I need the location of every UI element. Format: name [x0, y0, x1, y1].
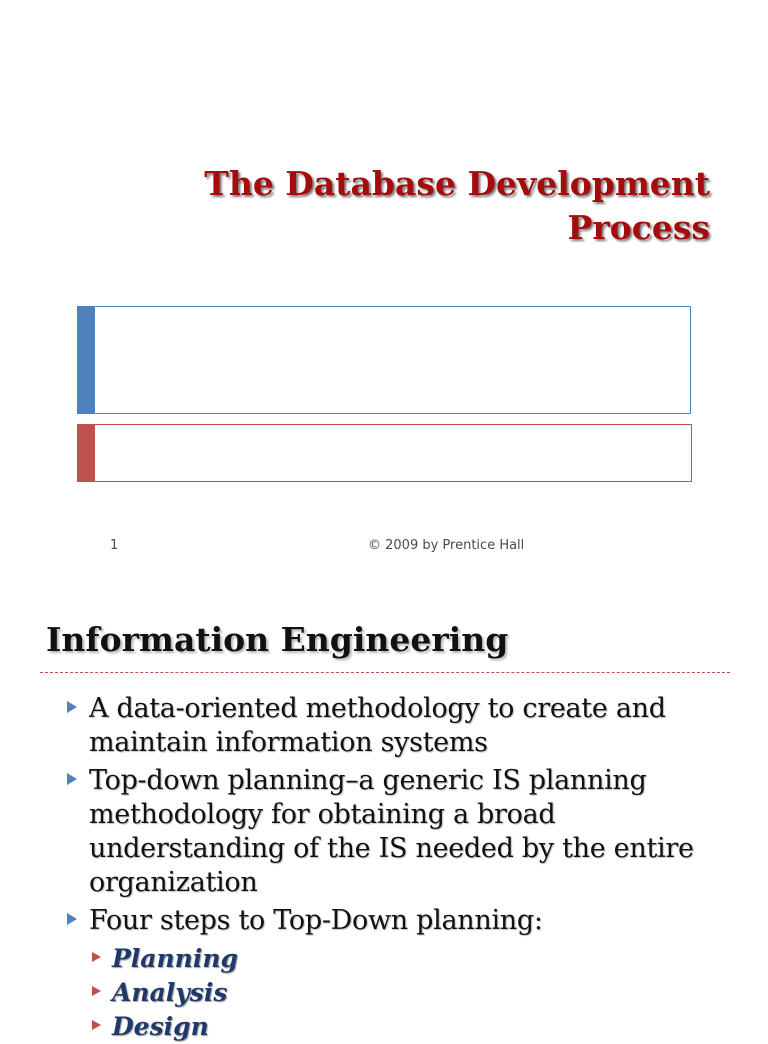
bullet-list: [0, 692, 768, 1044]
red-accent-bar: [77, 424, 95, 482]
sub-bullet-item: [0, 942, 768, 976]
sub-bullet-item: [0, 1010, 768, 1044]
slide-title: [204, 162, 710, 250]
bullet-item: [0, 904, 768, 938]
triangle-sub-bullet-icon: [92, 986, 101, 996]
sub-bullet-text: Design: [112, 1012, 209, 1041]
copyright-notice: © 2009 by Prentice Hall: [368, 538, 525, 553]
triangle-bullet-icon: [67, 913, 77, 925]
section-title: Information Engineering: [46, 620, 509, 659]
author-placeholder-box: [77, 424, 692, 482]
triangle-sub-bullet-icon: [92, 952, 101, 962]
slide-title-line-1: The Database Development: [204, 164, 710, 203]
blue-accent-bar: [77, 306, 95, 414]
triangle-bullet-icon: [67, 773, 77, 785]
slide-title-line-2: Process: [567, 208, 710, 247]
title-divider: [40, 672, 730, 673]
bullet-text: Top-down planning–a generic IS planning methodology for obtaining a broad understanding of the IS needed by the entire organization: [89, 765, 694, 898]
bullet-item: [0, 692, 768, 760]
slide-2: [0, 588, 768, 1041]
triangle-bullet-icon: [67, 701, 77, 713]
page-number: 1: [110, 538, 119, 553]
sub-bullet-text: Planning: [112, 944, 239, 973]
bullet-text: A data-oriented methodology to create and maintain information systems: [89, 693, 666, 758]
bullet-text: Four steps to Top-Down planning:: [89, 905, 543, 936]
sub-bullet-text: Analysis: [112, 978, 228, 1007]
sub-bullet-item: [0, 976, 768, 1010]
bullet-item: [0, 764, 768, 900]
subtitle-placeholder-box: [77, 306, 691, 414]
triangle-sub-bullet-icon: [92, 1020, 101, 1030]
